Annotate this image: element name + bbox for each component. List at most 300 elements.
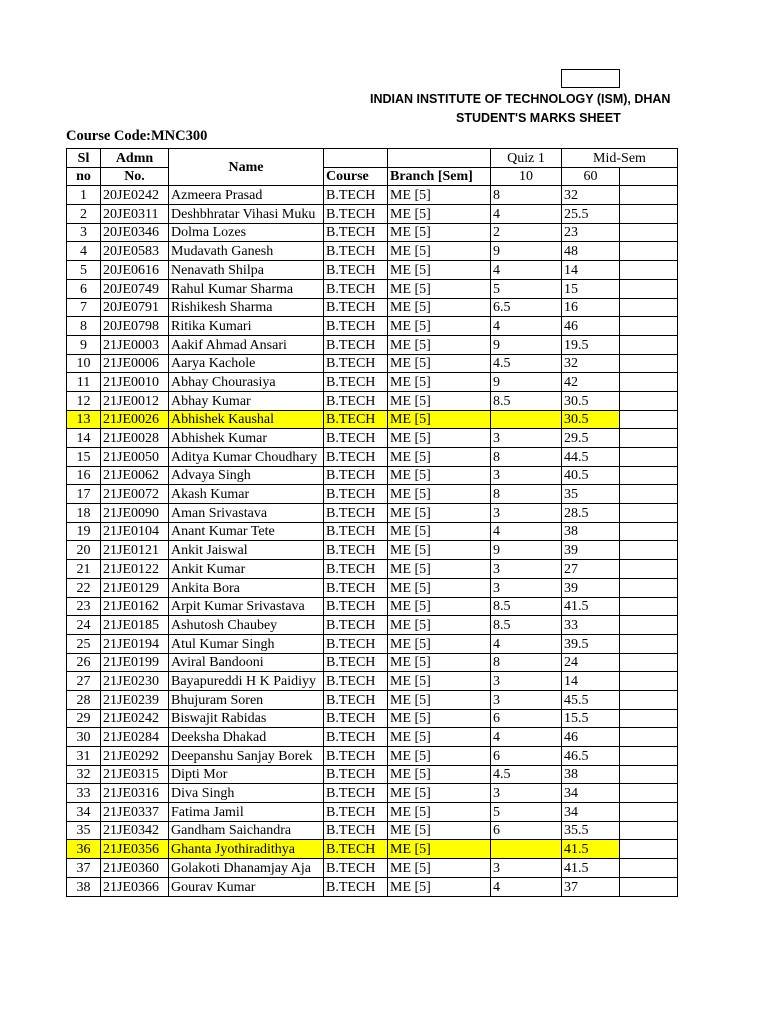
table-row	[67, 429, 678, 448]
cell-course: B.TECH	[324, 261, 388, 280]
cell-blank	[620, 578, 678, 597]
cell-midsem: 34	[562, 784, 620, 803]
cell-course: B.TECH	[324, 205, 388, 224]
cell-course: B.TECH	[324, 877, 388, 896]
table-row	[67, 784, 678, 803]
table-row	[67, 485, 678, 504]
cell-quiz1: 3	[491, 578, 562, 597]
cell-sl: 32	[67, 765, 101, 784]
cell-blank	[620, 653, 678, 672]
cell-branch: ME [5]	[388, 653, 491, 672]
cell-name: Aarya Kachole	[169, 354, 324, 373]
cell-course: B.TECH	[324, 784, 388, 803]
table-row	[67, 317, 678, 336]
cell-branch: ME [5]	[388, 597, 491, 616]
cell-quiz1: 9	[491, 242, 562, 261]
cell-admn: 21JE0185	[101, 616, 169, 635]
cell-course: B.TECH	[324, 690, 388, 709]
cell-course: B.TECH	[324, 354, 388, 373]
table-row	[67, 560, 678, 579]
cell-admn: 21JE0337	[101, 803, 169, 822]
cell-quiz1: 5	[491, 803, 562, 822]
cell-branch: ME [5]	[388, 690, 491, 709]
cell-midsem: 35	[562, 485, 620, 504]
cell-admn: 21JE0242	[101, 709, 169, 728]
cell-quiz1: 9	[491, 373, 562, 392]
cell-sl: 21	[67, 560, 101, 579]
table-row	[67, 504, 678, 523]
cell-sl: 3	[67, 223, 101, 242]
cell-sl: 10	[67, 354, 101, 373]
table-row	[67, 672, 678, 691]
cell-midsem: 23	[562, 223, 620, 242]
cell-blank	[620, 391, 678, 410]
cell-name: Abhay Chourasiya	[169, 373, 324, 392]
cell-midsem: 16	[562, 298, 620, 317]
cell-course: B.TECH	[324, 335, 388, 354]
cell-midsem: 24	[562, 653, 620, 672]
cell-name: Dolma Lozes	[169, 223, 324, 242]
cell-midsem: 46	[562, 728, 620, 747]
table-row	[67, 634, 678, 653]
cell-name: Ghanta Jyothiradithya	[169, 840, 324, 859]
cell-blank	[620, 690, 678, 709]
cell-name: Aviral Bandooni	[169, 653, 324, 672]
cell-name: Deepanshu Sanjay Borek	[169, 747, 324, 766]
cell-sl: 17	[67, 485, 101, 504]
col-quiz1-max: 10	[491, 167, 562, 186]
cell-midsem: 14	[562, 261, 620, 280]
cell-branch: ME [5]	[388, 578, 491, 597]
cell-admn: 21JE0316	[101, 784, 169, 803]
cell-midsem: 41.5	[562, 840, 620, 859]
table-row	[67, 466, 678, 485]
cell-course: B.TECH	[324, 317, 388, 336]
cell-sl: 35	[67, 821, 101, 840]
cell-branch: ME [5]	[388, 522, 491, 541]
cell-midsem: 38	[562, 765, 620, 784]
cell-quiz1: 4	[491, 522, 562, 541]
cell-blank	[620, 709, 678, 728]
cell-admn: 21JE0230	[101, 672, 169, 691]
cell-branch: ME [5]	[388, 840, 491, 859]
cell-branch: ME [5]	[388, 261, 491, 280]
cell-sl: 11	[67, 373, 101, 392]
cell-blank	[620, 448, 678, 467]
cell-course: B.TECH	[324, 747, 388, 766]
cell-quiz1: 3	[491, 560, 562, 579]
cell-blank	[620, 597, 678, 616]
cell-course: B.TECH	[324, 373, 388, 392]
sheet-title: STUDENT'S MARKS SHEET	[456, 111, 621, 125]
cell-quiz1: 6.5	[491, 298, 562, 317]
cell-midsem: 41.5	[562, 597, 620, 616]
table-row	[67, 279, 678, 298]
cell-course: B.TECH	[324, 616, 388, 635]
cell-blank	[620, 429, 678, 448]
cell-course: B.TECH	[324, 522, 388, 541]
col-admn-line1: Admn	[101, 149, 169, 168]
cell-branch: ME [5]	[388, 541, 491, 560]
cell-sl: 12	[67, 391, 101, 410]
table-row	[67, 242, 678, 261]
cell-blank	[620, 261, 678, 280]
cell-admn: 20JE0346	[101, 223, 169, 242]
cell-midsem: 33	[562, 616, 620, 635]
table-row	[67, 261, 678, 280]
cell-quiz1: 8.5	[491, 597, 562, 616]
cell-name: Aditya Kumar Choudhary	[169, 448, 324, 467]
cell-course: B.TECH	[324, 859, 388, 878]
cell-midsem: 28.5	[562, 504, 620, 523]
cell-admn: 21JE0129	[101, 578, 169, 597]
cell-name: Fatima Jamil	[169, 803, 324, 822]
cell-blank	[620, 803, 678, 822]
cell-name: Diva Singh	[169, 784, 324, 803]
cell-branch: ME [5]	[388, 317, 491, 336]
cell-blank	[620, 728, 678, 747]
cell-branch: ME [5]	[388, 560, 491, 579]
cell-quiz1	[491, 840, 562, 859]
cell-admn: 21JE0026	[101, 410, 169, 429]
cell-name: Gourav Kumar	[169, 877, 324, 896]
cell-midsem: 45.5	[562, 690, 620, 709]
cell-branch: ME [5]	[388, 803, 491, 822]
marks-body	[67, 186, 678, 896]
cell-name: Nenavath Shilpa	[169, 261, 324, 280]
cell-branch: ME [5]	[388, 335, 491, 354]
cell-name: Atul Kumar Singh	[169, 634, 324, 653]
cell-course: B.TECH	[324, 242, 388, 261]
cell-blank	[620, 485, 678, 504]
cell-midsem: 39	[562, 578, 620, 597]
cell-course: B.TECH	[324, 653, 388, 672]
cell-admn: 21JE0090	[101, 504, 169, 523]
cell-midsem: 29.5	[562, 429, 620, 448]
cell-name: Abhishek Kumar	[169, 429, 324, 448]
table-row	[67, 410, 678, 429]
cell-quiz1: 3	[491, 690, 562, 709]
cell-sl: 24	[67, 616, 101, 635]
marks-table	[66, 148, 678, 897]
cell-sl: 25	[67, 634, 101, 653]
cell-quiz1	[491, 410, 562, 429]
cell-quiz1: 5	[491, 279, 562, 298]
cell-admn: 20JE0791	[101, 298, 169, 317]
cell-blank	[620, 373, 678, 392]
cell-branch: ME [5]	[388, 859, 491, 878]
cell-blank	[620, 747, 678, 766]
cell-admn: 20JE0616	[101, 261, 169, 280]
cell-blank	[620, 821, 678, 840]
cell-sl: 1	[67, 186, 101, 205]
cell-branch: ME [5]	[388, 672, 491, 691]
cell-blank	[620, 354, 678, 373]
cell-admn: 21JE0199	[101, 653, 169, 672]
cell-sl: 23	[67, 597, 101, 616]
cell-name: Ankit Kumar	[169, 560, 324, 579]
cell-sl: 37	[67, 859, 101, 878]
cell-blank	[620, 541, 678, 560]
table-row	[67, 840, 678, 859]
cell-course: B.TECH	[324, 429, 388, 448]
cell-branch: ME [5]	[388, 223, 491, 242]
cell-admn: 21JE0284	[101, 728, 169, 747]
col-sl-line1: Sl	[67, 149, 101, 168]
col-extra-blank	[620, 167, 678, 186]
cell-name: Aman Srivastava	[169, 504, 324, 523]
cell-blank	[620, 186, 678, 205]
cell-blank	[620, 335, 678, 354]
cell-quiz1: 4	[491, 634, 562, 653]
cell-quiz1: 8.5	[491, 616, 562, 635]
cell-course: B.TECH	[324, 821, 388, 840]
cell-blank	[620, 877, 678, 896]
cell-course: B.TECH	[324, 634, 388, 653]
table-row	[67, 728, 678, 747]
cell-admn: 21JE0342	[101, 821, 169, 840]
cell-branch: ME [5]	[388, 485, 491, 504]
cell-blank	[620, 560, 678, 579]
cell-name: Ashutosh Chaubey	[169, 616, 324, 635]
cell-admn: 21JE0121	[101, 541, 169, 560]
cell-admn: 21JE0315	[101, 765, 169, 784]
cell-admn: 21JE0194	[101, 634, 169, 653]
table-row	[67, 578, 678, 597]
cell-admn: 21JE0006	[101, 354, 169, 373]
col-quiz1: Quiz 1	[491, 149, 562, 168]
cell-midsem: 30.5	[562, 410, 620, 429]
cell-quiz1: 4	[491, 877, 562, 896]
cell-quiz1: 4	[491, 261, 562, 280]
cell-name: Biswajit Rabidas	[169, 709, 324, 728]
table-row	[67, 354, 678, 373]
cell-name: Deshbhratar Vihasi Muku	[169, 205, 324, 224]
table-row	[67, 803, 678, 822]
cell-course: B.TECH	[324, 560, 388, 579]
cell-branch: ME [5]	[388, 410, 491, 429]
cell-quiz1: 6	[491, 747, 562, 766]
table-row	[67, 653, 678, 672]
cell-sl: 36	[67, 840, 101, 859]
cell-quiz1: 3	[491, 504, 562, 523]
cell-quiz1: 2	[491, 223, 562, 242]
table-row	[67, 765, 678, 784]
cell-sl: 14	[67, 429, 101, 448]
cell-sl: 27	[67, 672, 101, 691]
table-row	[67, 877, 678, 896]
table-row	[67, 541, 678, 560]
cell-admn: 21JE0062	[101, 466, 169, 485]
table-row	[67, 335, 678, 354]
cell-course: B.TECH	[324, 298, 388, 317]
col-midsem: Mid-Sem	[562, 149, 678, 168]
col-course-blank	[324, 149, 388, 168]
cell-name: Abhay Kumar	[169, 391, 324, 410]
cell-name: Gandham Saichandra	[169, 821, 324, 840]
cell-branch: ME [5]	[388, 877, 491, 896]
table-row	[67, 522, 678, 541]
cell-admn: 21JE0292	[101, 747, 169, 766]
cell-midsem: 14	[562, 672, 620, 691]
cell-branch: ME [5]	[388, 373, 491, 392]
cell-sl: 30	[67, 728, 101, 747]
cell-quiz1: 9	[491, 541, 562, 560]
cell-sl: 15	[67, 448, 101, 467]
cell-course: B.TECH	[324, 279, 388, 298]
cell-quiz1: 8	[491, 186, 562, 205]
cell-quiz1: 8.5	[491, 391, 562, 410]
cell-name: Advaya Singh	[169, 466, 324, 485]
cell-sl: 6	[67, 279, 101, 298]
cell-blank	[620, 784, 678, 803]
cell-name: Dipti Mor	[169, 765, 324, 784]
table-row	[67, 373, 678, 392]
table-row	[67, 298, 678, 317]
cell-branch: ME [5]	[388, 186, 491, 205]
cell-quiz1: 4.5	[491, 354, 562, 373]
cell-blank	[620, 672, 678, 691]
cell-quiz1: 3	[491, 859, 562, 878]
cell-admn: 21JE0028	[101, 429, 169, 448]
cell-name: Bayapureddi H K Paidiyy	[169, 672, 324, 691]
cell-branch: ME [5]	[388, 242, 491, 261]
cell-branch: ME [5]	[388, 616, 491, 635]
cell-quiz1: 3	[491, 784, 562, 803]
cell-sl: 33	[67, 784, 101, 803]
cell-branch: ME [5]	[388, 429, 491, 448]
cell-course: B.TECH	[324, 578, 388, 597]
cell-midsem: 25.5	[562, 205, 620, 224]
cell-branch: ME [5]	[388, 765, 491, 784]
cell-blank	[620, 504, 678, 523]
cell-sl: 19	[67, 522, 101, 541]
table-row	[67, 597, 678, 616]
cell-name: Ankit Jaiswal	[169, 541, 324, 560]
col-sl-line2: no	[67, 167, 101, 186]
cell-course: B.TECH	[324, 728, 388, 747]
cell-admn: 21JE0356	[101, 840, 169, 859]
cell-branch: ME [5]	[388, 747, 491, 766]
cell-sl: 26	[67, 653, 101, 672]
cell-sl: 7	[67, 298, 101, 317]
cell-midsem: 46.5	[562, 747, 620, 766]
cell-admn: 20JE0583	[101, 242, 169, 261]
cell-name: Rahul Kumar Sharma	[169, 279, 324, 298]
table-row	[67, 690, 678, 709]
course-code: Course Code:MNC300	[66, 128, 208, 144]
table-row	[67, 223, 678, 242]
cell-branch: ME [5]	[388, 784, 491, 803]
cell-blank	[620, 765, 678, 784]
cell-quiz1: 6	[491, 709, 562, 728]
cell-midsem: 38	[562, 522, 620, 541]
cell-midsem: 19.5	[562, 335, 620, 354]
cell-name: Rishikesh Sharma	[169, 298, 324, 317]
cell-branch: ME [5]	[388, 466, 491, 485]
cell-branch: ME [5]	[388, 634, 491, 653]
cell-sl: 2	[67, 205, 101, 224]
table-row	[67, 859, 678, 878]
cell-blank	[620, 205, 678, 224]
cell-midsem: 39	[562, 541, 620, 560]
cell-midsem: 15	[562, 279, 620, 298]
cell-admn: 21JE0012	[101, 391, 169, 410]
cell-name: Azmeera Prasad	[169, 186, 324, 205]
cell-course: B.TECH	[324, 541, 388, 560]
col-branch-blank	[388, 149, 491, 168]
cell-course: B.TECH	[324, 466, 388, 485]
col-admn-line2: No.	[101, 167, 169, 186]
cell-admn: 21JE0072	[101, 485, 169, 504]
cell-name: Ritika Kumari	[169, 317, 324, 336]
cell-admn: 20JE0798	[101, 317, 169, 336]
cell-course: B.TECH	[324, 391, 388, 410]
cell-course: B.TECH	[324, 186, 388, 205]
cell-midsem: 32	[562, 186, 620, 205]
cell-midsem: 30.5	[562, 391, 620, 410]
cell-name: Anant Kumar Tete	[169, 522, 324, 541]
header-empty-cell	[561, 69, 620, 88]
col-name: Name	[169, 149, 324, 186]
cell-course: B.TECH	[324, 672, 388, 691]
cell-name: Aakif Ahmad Ansari	[169, 335, 324, 354]
cell-branch: ME [5]	[388, 821, 491, 840]
cell-branch: ME [5]	[388, 709, 491, 728]
cell-course: B.TECH	[324, 485, 388, 504]
cell-name: Abhishek Kaushal	[169, 410, 324, 429]
col-midsem-max: 60	[562, 167, 620, 186]
cell-sl: 28	[67, 690, 101, 709]
institute-title: INDIAN INSTITUTE OF TECHNOLOGY (ISM), DHAN	[370, 92, 671, 106]
cell-blank	[620, 616, 678, 635]
cell-branch: ME [5]	[388, 391, 491, 410]
cell-branch: ME [5]	[388, 728, 491, 747]
cell-sl: 18	[67, 504, 101, 523]
cell-midsem: 41.5	[562, 859, 620, 878]
table-row	[67, 709, 678, 728]
cell-name: Arpit Kumar Srivastava	[169, 597, 324, 616]
cell-course: B.TECH	[324, 803, 388, 822]
cell-sl: 13	[67, 410, 101, 429]
cell-admn: 21JE0003	[101, 335, 169, 354]
cell-quiz1: 4	[491, 728, 562, 747]
cell-midsem: 27	[562, 560, 620, 579]
cell-admn: 21JE0366	[101, 877, 169, 896]
cell-course: B.TECH	[324, 709, 388, 728]
cell-sl: 4	[67, 242, 101, 261]
cell-quiz1: 8	[491, 485, 562, 504]
cell-admn: 21JE0010	[101, 373, 169, 392]
cell-blank	[620, 279, 678, 298]
cell-sl: 22	[67, 578, 101, 597]
cell-blank	[620, 298, 678, 317]
cell-midsem: 39.5	[562, 634, 620, 653]
cell-branch: ME [5]	[388, 205, 491, 224]
cell-branch: ME [5]	[388, 279, 491, 298]
cell-blank	[620, 317, 678, 336]
cell-branch: ME [5]	[388, 298, 491, 317]
cell-admn: 20JE0311	[101, 205, 169, 224]
cell-sl: 34	[67, 803, 101, 822]
cell-blank	[620, 522, 678, 541]
cell-quiz1: 3	[491, 429, 562, 448]
cell-admn: 21JE0162	[101, 597, 169, 616]
col-course: Course	[324, 167, 388, 186]
cell-course: B.TECH	[324, 765, 388, 784]
table-row	[67, 205, 678, 224]
cell-name: Ankita Bora	[169, 578, 324, 597]
